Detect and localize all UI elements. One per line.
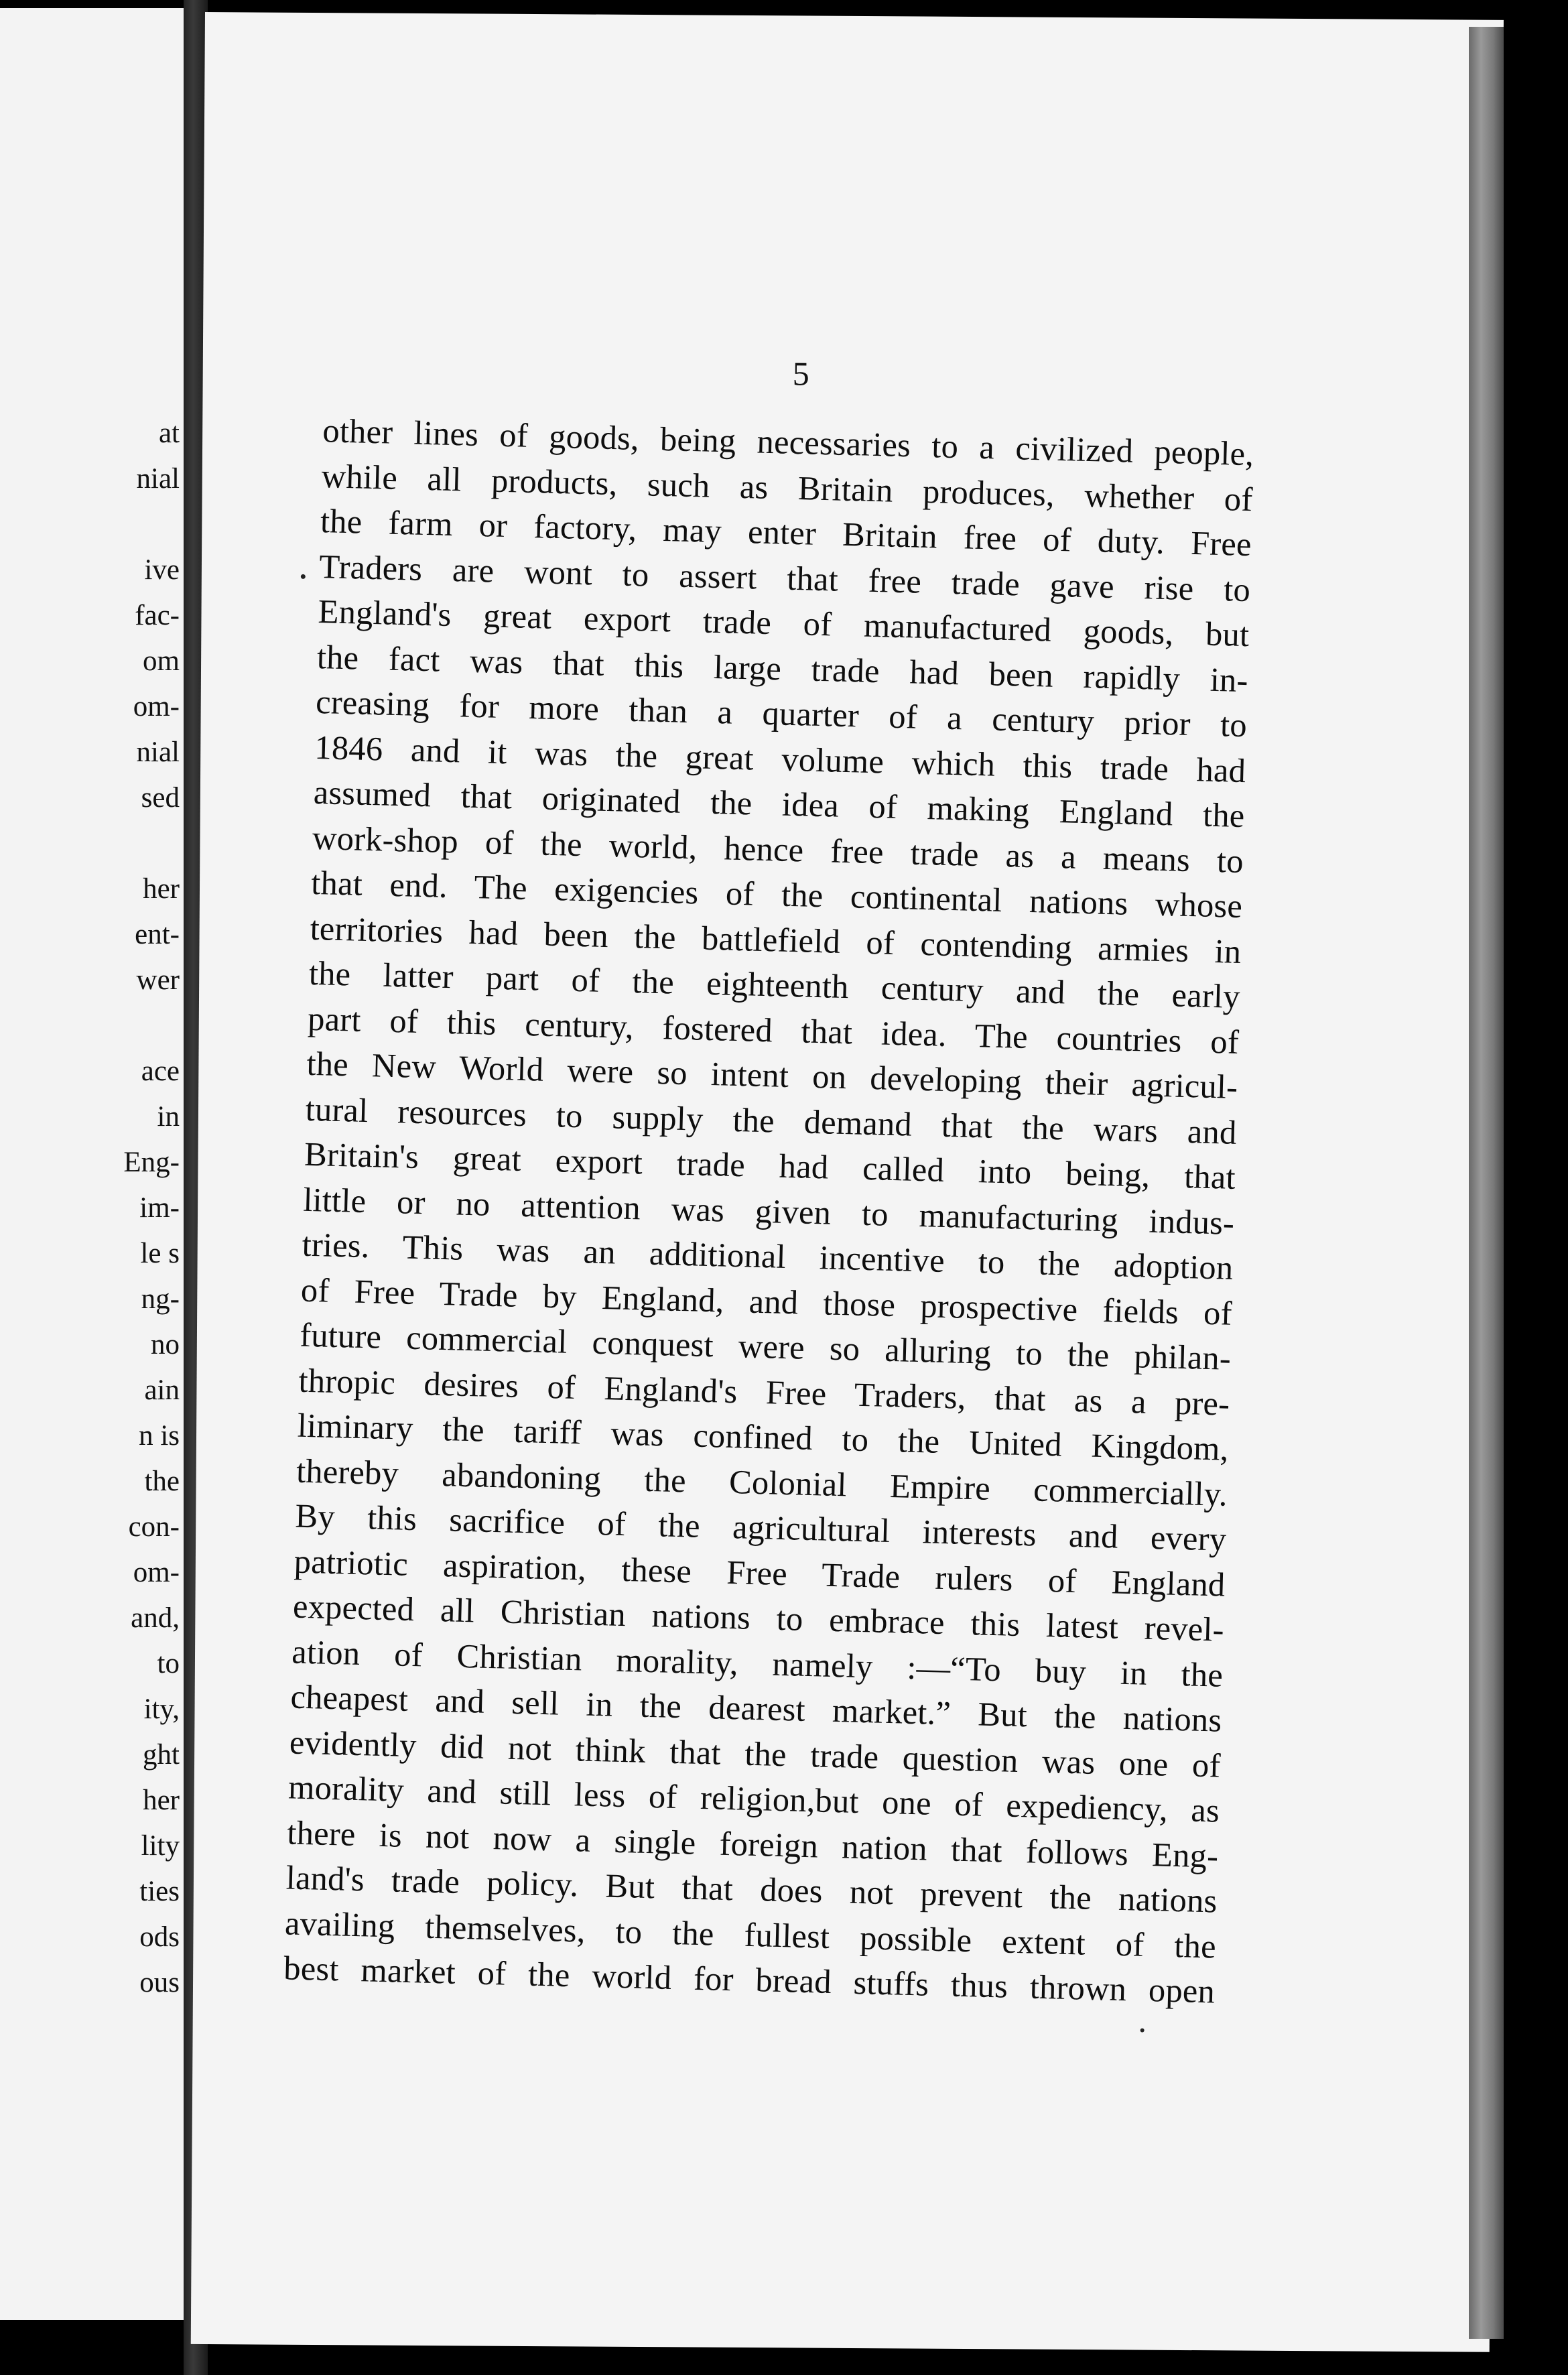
text-line: part of this century, fostered that idea. The countries of xyxy=(307,999,1240,1061)
text-line: there is not now a single foreign nation that follows Eng- xyxy=(286,1813,1219,1875)
left-fragment: to xyxy=(157,1648,180,1679)
left-fragment: ods xyxy=(139,1921,180,1953)
text-line: best market of the world for bread stuffs thus thrown open xyxy=(283,1949,1216,2010)
ink-speck xyxy=(1140,2029,1145,2033)
left-fragment: at xyxy=(158,418,180,449)
text-line: the latter part of the eighteenth century and the early xyxy=(308,954,1241,1015)
text-line: Traders are wont to assert that free trade gave rise to xyxy=(318,547,1251,608)
left-fragment: ive xyxy=(144,554,180,586)
text-line: patriotic aspiration, these Free Trade rulers of England xyxy=(293,1542,1226,1604)
left-fragment: sed xyxy=(141,782,180,814)
text-line: cheapest and sell in the dearest market.” But the nations xyxy=(290,1677,1222,1739)
text-line: tries. This was an additional incentive to the adoption xyxy=(302,1225,1234,1287)
text-line: the fact was that this large trade had been rapidly in- xyxy=(316,637,1249,699)
text-line: creasing for more than a quarter of a century prior to xyxy=(315,682,1248,745)
page-body-text xyxy=(283,408,1254,2014)
text-line: expected all Christian nations to embrace this latest revel- xyxy=(292,1587,1225,1649)
text-line: the New World were so intent on developing their agricul- xyxy=(306,1044,1238,1106)
left-fragment: wer xyxy=(136,964,180,996)
left-fragment: fac- xyxy=(135,600,180,631)
text-line: thropic desires of England's Free Traders, that as a pre- xyxy=(298,1361,1230,1423)
text-line: the farm or factory, may enter Britain free of duty. Free xyxy=(320,502,1252,564)
left-fragment: no xyxy=(151,1329,180,1360)
left-fragment: ties xyxy=(139,1876,180,1907)
left-facing-page xyxy=(0,8,186,2320)
text-line: future commercial conquest were so alluring to the philan- xyxy=(299,1315,1232,1377)
text-line: little or no attention was given to manufacturing indus- xyxy=(302,1180,1235,1242)
left-fragment: nial xyxy=(136,736,180,768)
left-fragment: con- xyxy=(128,1511,180,1543)
left-fragment: ent- xyxy=(135,919,180,950)
text-line: availing themselves, to the fullest possible extent of the xyxy=(284,1903,1217,1966)
left-fragment: om- xyxy=(133,1557,180,1588)
left-fragment: her xyxy=(143,1785,180,1816)
text-line: land's trade policy. But that does not prevent the nations xyxy=(285,1858,1218,1920)
left-fragment: the xyxy=(144,1466,180,1497)
left-fragment: ous xyxy=(139,1967,180,1998)
text-line: evidently did not think that the trade question was one of xyxy=(289,1722,1222,1785)
left-fragment: in xyxy=(157,1101,180,1133)
left-fragment: and, xyxy=(131,1602,180,1634)
left-fragment: Eng- xyxy=(123,1147,180,1178)
left-fragment: le s xyxy=(140,1238,180,1269)
left-fragment: n is xyxy=(139,1420,180,1452)
right-page xyxy=(191,12,1504,2352)
text-line: work-shop of the world, hence free trade as a means to xyxy=(312,818,1244,880)
text-line: 1846 and it was the great volume which this trade had xyxy=(314,728,1246,789)
text-line: tural resources to supply the demand that the wars and xyxy=(305,1090,1238,1151)
text-line: England's great export trade of manufactured goods, but xyxy=(318,592,1250,654)
text-line: other lines of goods, being necessaries to a civilized people, xyxy=(322,411,1254,473)
left-fragment: her xyxy=(143,873,180,905)
text-line: thereby abandoning the Colonial Empire commercially. xyxy=(296,1452,1228,1513)
left-fragment: om xyxy=(143,645,180,677)
text-line: Britain's great export trade had called into being, that xyxy=(304,1135,1236,1196)
left-fragment: lity xyxy=(141,1830,180,1862)
page-stack-edge xyxy=(1469,27,1504,2339)
left-fragment: ght xyxy=(143,1739,180,1771)
text-line: while all products, such as Britain produces, whether of xyxy=(321,456,1254,518)
left-fragment: ace xyxy=(141,1055,180,1087)
text-line: assumed that originated the idea of making England the xyxy=(313,773,1246,835)
left-fragment: im- xyxy=(139,1192,180,1224)
text-line: ation of Christian morality, namely :—“To buy in the xyxy=(291,1632,1224,1694)
text-line: that end. The exigencies of the continental nations whose xyxy=(310,863,1243,925)
text-line: By this sacrifice of the agricultural interests and every xyxy=(294,1496,1227,1558)
ink-speck xyxy=(301,574,306,579)
left-fragment: ain xyxy=(144,1374,180,1406)
left-fragment: ity, xyxy=(143,1693,180,1725)
page-number: 5 xyxy=(792,355,809,393)
text-line: territories had been the battlefield of contending armies in xyxy=(310,909,1242,970)
text-line: liminary the tariff was confined to the United Kingdom, xyxy=(297,1406,1230,1468)
text-line: of Free Trade by England, and those prospective fields of xyxy=(300,1271,1233,1332)
left-fragment: nial xyxy=(136,463,180,495)
left-fragment: om- xyxy=(133,691,180,722)
text-line: morality and still less of religion,but one of expediency, as xyxy=(287,1768,1220,1830)
left-fragment: ng- xyxy=(141,1283,180,1315)
